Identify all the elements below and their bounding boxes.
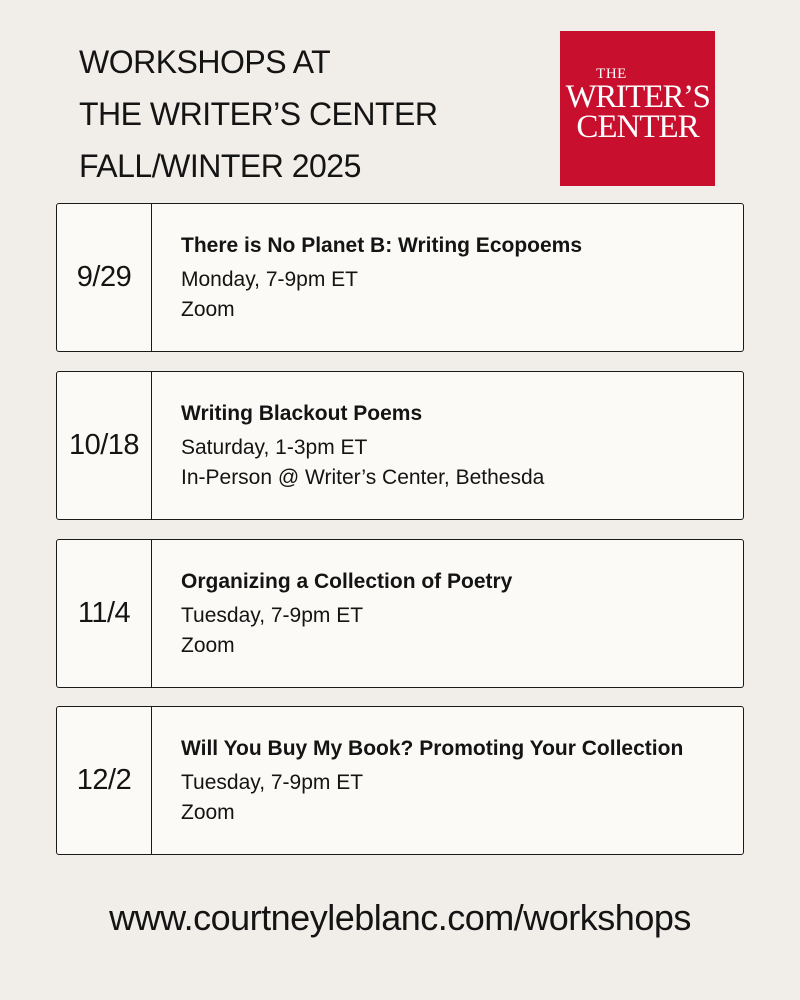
workshop-date: 12/2: [57, 707, 152, 854]
workshop-info: [152, 372, 544, 519]
writers-center-logo: [560, 31, 715, 186]
workshop-info: [152, 540, 512, 687]
workshop-title: Will You Buy My Book? Promoting Your Collection: [181, 737, 684, 760]
workshop-info: [152, 204, 582, 351]
workshop-card-3: [56, 539, 744, 688]
workshop-time: Monday, 7-9pm ET: [181, 268, 359, 291]
workshop-card-2: [56, 371, 744, 520]
workshop-date: 10/18: [57, 372, 152, 519]
workshop-location: In-Person @ Writer’s Center, Bethesda: [181, 466, 545, 489]
workshop-time: Saturday, 1-3pm ET: [181, 436, 368, 459]
title-line-2: THE WRITER’S CENTER: [79, 96, 438, 132]
workshop-location: Zoom: [181, 801, 235, 824]
page-title: [79, 36, 509, 192]
logo-line-center: CENTER: [576, 109, 699, 145]
workshop-date: 9/29: [57, 204, 152, 351]
workshop-time: Tuesday, 7-9pm ET: [181, 771, 364, 794]
logo-line-writers: WRITER’S: [565, 79, 710, 115]
workshop-location: Zoom: [181, 298, 235, 321]
workshop-title: Writing Blackout Poems: [181, 402, 423, 425]
workshop-info: [152, 707, 683, 854]
workshop-title: There is No Planet B: Writing Ecopoems: [181, 234, 583, 257]
title-line-3: FALL/WINTER 2025: [79, 148, 361, 184]
workshop-card-1: [56, 203, 744, 352]
workshop-location: Zoom: [181, 634, 235, 657]
website-url: www.courtneyleblanc.com/workshops: [109, 897, 691, 938]
logo-line-the: THE: [596, 66, 627, 82]
workshop-title: Organizing a Collection of Poetry: [181, 570, 513, 593]
workshop-time: Tuesday, 7-9pm ET: [181, 604, 364, 627]
title-line-1: WORKSHOPS AT: [79, 44, 331, 80]
workshop-date: 11/4: [57, 540, 152, 687]
workshop-card-4: [56, 706, 744, 855]
